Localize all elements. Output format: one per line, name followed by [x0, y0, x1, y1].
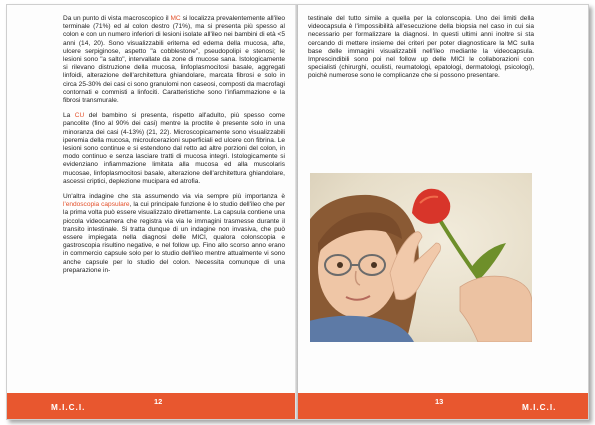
paragraph-crohn-macroscopy: Da un punto di vista macroscopico il MC si localizza prevalentemente all'ileo terminale (71%) ed al colon destro (71%), ma si presenta più spesso al colon e con un numero inferiori di lesioni isolate all'ileo nei bambini di età <5 anni (14, 20). Sono visualizzabili eritema ed edema della mucosa, afte, ulcere serpiginose, aspetto "a cobblestone", pseudopolipi e stenosi; le lesioni sono "a salto", intervallate da zone di mucose sana. Istologicamente si rilevano distruzione della mucosa, linfoplasmocitosi basale, aggregati linfoidi, alterazione dell'architettura ghiandolare, marcata fibrosi e solo in circa 25-30% dei casi ci sono granulomi non caseosi, composti da macrofagi contornati e commisti a linfociti. Caratteristiche sono l'infiammazione e la fibrosi transmurale. [63, 15, 286, 105]
term-mc: MC [170, 15, 181, 22]
paragraph-cu: La CU del bambino si presenta, rispetto all'adulto, più spesso come pancolite (fino al 90% dei casi) mentre la proctite è presente solo in una minoranza dei casi (4-13%) (21, 22). Microscopicamente sono visualizzabili iperemia della mucosa, microulcerazioni superficiali ed ulcere con fibrina. Le lesioni sono continue e si estendono dal retto ad altre porzioni del colon, in modo continuo e senza lasciare tratti di mucosa integri. Istologicamente si evidenziano infiammazione limitata alla mucosa ed alla muscolaris mucosae, linfoplasmocitosi basale, alterazione dell'architettura ghiandolare, ascessi criptici, deplezione mucipara ed atrofia. [63, 112, 285, 185]
right-footer-bar [298, 393, 588, 419]
photo-child-with-tulip [310, 173, 532, 342]
left-text-column [63, 15, 285, 275]
paragraph-videocapsula: testinale del tutto simile a quella per la colonscopia. Uno dei limiti della videocapsula è l'impossibilità all'esecuzione della biopsia nel caso in cui sia necessario per formalizzare la diagnosi. In questi ultimi anni inoltre si sta cercando di mettere insieme dei criteri per poter diagnosticare la MC sulla base delle immagini visualizzabili nell'ileo mediante la videocapsula. Imprescindibili sono poi nel follow up delle MICI le collaborazioni con specialisti (chirurghi, oculisti, reumatologi, epatologi, dermatologi, psicologi), poichè numerose sono le complicanze che si possono presentare. [308, 15, 534, 80]
running-title: M.I.C.I. [51, 403, 86, 412]
left-page [7, 5, 297, 419]
running-title: M.I.C.I. [522, 403, 557, 412]
page-number: 12 [154, 397, 163, 406]
right-text-column [308, 15, 534, 81]
left-footer-bar [7, 393, 297, 419]
term-endoscopia-capsulare: l'endoscopia capsulare [63, 201, 130, 209]
child-tulip-illustration [310, 173, 532, 342]
page-number: 13 [435, 397, 444, 406]
paragraph-endoscopia-capsulare: Un'altra indagine che sta assumendo via via sempre più importanza è l'endoscopia capsulare, la cui principale funzione è lo studio dell'ileo che per la prima volta può essere visualizzato direttamente. La capsula contiene una piccola videocamera che registra via via le immagini trasmesse durante il transito intestinale. Si tratta dunque di un indagine non invasiva, che può essere impiegata nella diagnosi delle MICI, qualora colonscopia e gastroscopia risultino negative, e nel follow up. Fino allo scorso anno erano in commercio capsule solo per lo studio dell'ileo mentre attualmente vi sono anche capsule per lo studio del colon. Necessita comunque di una preparazione in- [63, 193, 286, 274]
term-cu: CU [74, 112, 85, 120]
book-spread [6, 4, 589, 420]
right-page [298, 5, 588, 419]
